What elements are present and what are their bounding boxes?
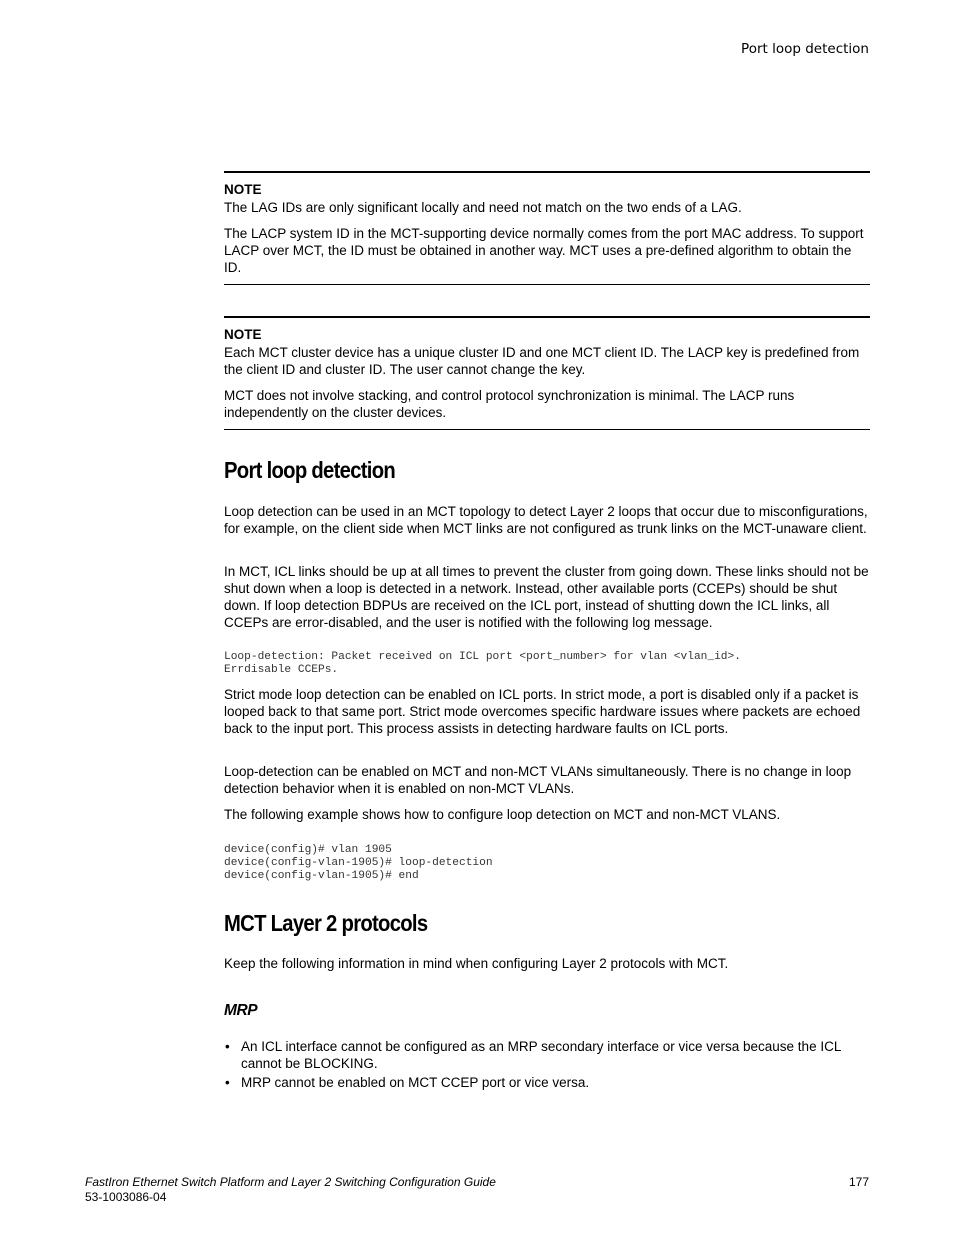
mrp-bullets	[224, 1038, 870, 1091]
port-loop-body	[224, 686, 870, 737]
list-item-text: MRP cannot be enabled on MCT CCEP port or vice versa.	[241, 1075, 590, 1090]
note-paragraph: Each MCT cluster device has a unique cluster ID and one MCT client ID. The LACP key is predefined from the client ID and cluster ID. The user cannot change the key.	[224, 345, 860, 377]
running-header: Port loop detection	[741, 41, 869, 57]
body-paragraph: Keep the following information in mind when configuring Layer 2 protocols with MCT.	[224, 956, 729, 971]
port-loop-section	[224, 457, 870, 484]
body-paragraph: The following example shows how to configure loop detection on MCT and non-MCT VLANS.	[224, 807, 781, 822]
note-box-cluster	[224, 316, 870, 430]
subsection-heading-mrp: MRP	[224, 1002, 258, 1019]
bullet-list	[224, 1038, 870, 1091]
log-message-code: Loop-detection: Packet received on ICL port <port_number> for vlan <vlan_id>. Errdisable CCEPs.	[224, 651, 741, 676]
log-message-block	[224, 651, 870, 677]
mct-l2-body	[224, 955, 870, 972]
body-paragraph: Strict mode loop detection can be enabled on ICL ports. In strict mode, a port is disabled only if a packet is looped back to that same port. Strict mode overcomes specific hardware issues where packets are echoed back to the input port. This process assists in detecting hardware faults on ICL ports.	[224, 687, 861, 736]
port-loop-body	[224, 763, 870, 797]
note-title: NOTE	[224, 327, 262, 342]
section-heading-mct-l2: MCT Layer 2 protocols	[224, 910, 428, 936]
note-title: NOTE	[224, 182, 262, 197]
footer-guide-title: FastIron Ethernet Switch Platform and Layer 2 Switching Configuration Guide	[85, 1175, 496, 1189]
port-loop-body	[224, 806, 870, 823]
section-heading-port-loop: Port loop detection	[224, 457, 396, 483]
list-item-text: An ICL interface cannot be configured as an MRP secondary interface or vice versa because the ICL cannot be BLOCKING.	[241, 1039, 841, 1071]
note-box-lag	[224, 171, 870, 285]
note-paragraph: The LAG IDs are only significant locally and need not match on the two ends of a LAG.	[224, 200, 742, 215]
list-item	[224, 1038, 870, 1072]
footer-page-number: 177	[848, 1175, 869, 1189]
body-paragraph: Loop detection can be used in an MCT topology to detect Layer 2 loops that occur due to misconfigurations, for example, on the client side when MCT links are not configured as trunk links on the MCT-unaware client.	[224, 504, 868, 536]
port-loop-body	[224, 503, 870, 537]
footer-left	[85, 1175, 496, 1205]
config-example-block	[224, 844, 870, 882]
list-item	[224, 1074, 870, 1091]
note-paragraph: MCT does not involve stacking, and control protocol synchronization is minimal. The LACP runs independently on the cluster devices.	[224, 388, 795, 420]
bullet-icon: •	[225, 1075, 230, 1090]
body-paragraph: Loop-detection can be enabled on MCT and non-MCT VLANs simultaneously. There is no change in loop detection behavior when it is enabled on non-MCT VLANs.	[224, 764, 852, 796]
mrp-subsection	[224, 1002, 870, 1020]
body-paragraph: In MCT, ICL links should be up at all times to prevent the cluster from going down. These links should not be shut down when a loop is detected in a network. Instead, other available ports (CCEPs) should be shut down. If loop detection BDPUs are received on the ICL port, instead of shutting down the ICL links, all CCEPs are error-disabled, and the user is notified with the following log message.	[224, 564, 869, 630]
config-example-code: device(config)# vlan 1905 device(config-vlan-1905)# loop-detection device(config-vlan-1905)# end	[224, 844, 493, 882]
mct-l2-section	[224, 910, 870, 937]
note-paragraph: The LACP system ID in the MCT-supporting device normally comes from the port MAC address. To support LACP over MCT, the ID must be obtained in another way. MCT uses a pre-defined algorithm to obtain the ID.	[224, 226, 864, 275]
footer-doc-number: 53-1003086-04	[85, 1190, 167, 1204]
bullet-icon: •	[225, 1039, 230, 1054]
port-loop-body	[224, 563, 870, 631]
